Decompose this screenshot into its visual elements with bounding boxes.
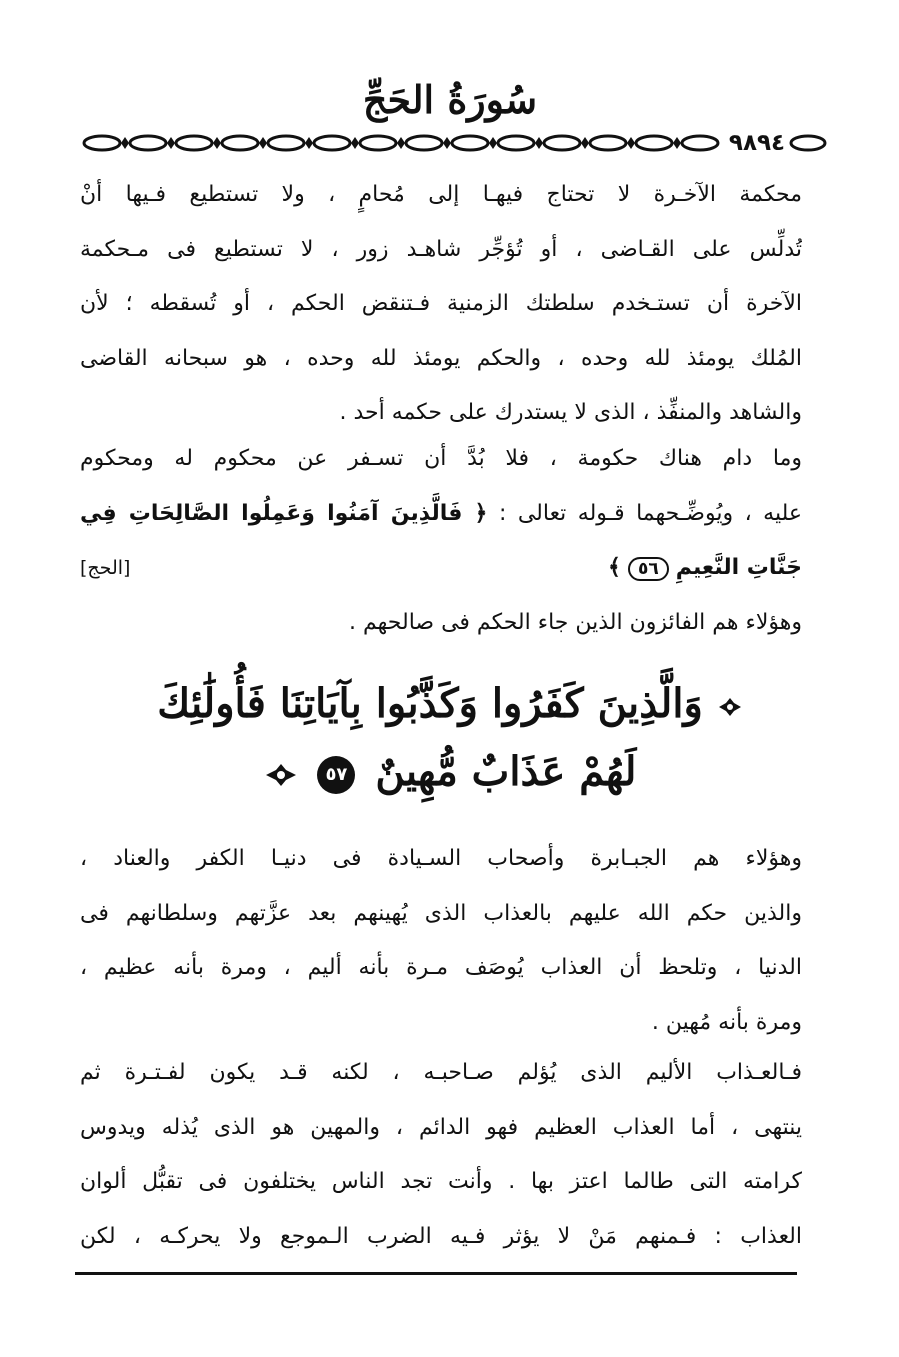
text-line: المُلك يومئذ لله وحده ، والحكم يومئذ لله وحده ، هو سبحانه القاضى bbox=[80, 345, 802, 371]
ornament-flower-icon bbox=[717, 696, 743, 718]
text-segment: عليه ، ويُوضِّـحهما قـوله تعالى : bbox=[498, 500, 802, 526]
verse-number: ٥٦ bbox=[628, 557, 669, 581]
quran-verse-block bbox=[150, 672, 750, 812]
text-line-quote-end bbox=[80, 541, 802, 596]
verse-text-2: لَهُمْ عَذَابٌ مُّهِينٌ bbox=[375, 748, 637, 795]
surah-title: سُورَةُ الحَجِّ bbox=[362, 77, 538, 122]
verse-text-1: وَالَّذِينَ كَفَرُوا وَكَذَّبُوا بِآيَاتِنَا فَأُولَٰئِكَ bbox=[157, 680, 703, 727]
paragraph-3 bbox=[80, 596, 802, 651]
verse-line-1 bbox=[150, 672, 750, 736]
text-line: العذاب : فـمنهم مَنْ لا يؤثر فـيه الضرب الـموجع ولا يحركـه ، لكن bbox=[80, 1223, 802, 1249]
text-line-with-quote bbox=[80, 487, 802, 542]
text-line: والشاهد والمنفِّذ ، الذى لا يستدرك على حكمه أحد . bbox=[339, 400, 802, 425]
ornament-border bbox=[80, 132, 720, 154]
verse-line-2 bbox=[150, 740, 750, 804]
text-line: وهؤلاء هم الفائزون الذين جاء الحكم فى صالحهم . bbox=[349, 610, 802, 635]
surah-reference: [الحج] bbox=[80, 557, 131, 579]
text-line: محكمة الآخـرة لا تحتاج فيهـا إلى مُحامٍ ، ولا تستطيع فـيها أنْ bbox=[80, 182, 802, 207]
text-line: وهؤلاء هم الجبـابرة وأصحاب السـيادة فى دنيـا الكفر والعناد ، bbox=[80, 846, 802, 871]
page-number: ٩٨٩٤ bbox=[728, 130, 786, 156]
text-line: الآخرة أن تستـخدم سلطتك الزمنية فـتنقض الحكم ، أو تُسقطه ؛ لأن bbox=[80, 291, 802, 316]
text-line: ينتهى ، أما العذاب العظيم فهو الدائم ، والمهين هو الذى يُذله ويدوس bbox=[80, 1114, 802, 1140]
footer-divider bbox=[75, 1272, 797, 1275]
quote-close-bracket: ﴾ bbox=[608, 555, 621, 580]
paragraph-5 bbox=[80, 1046, 802, 1264]
quran-quote-end: جَنَّاتِ النَّعِيمِ bbox=[675, 555, 802, 580]
text-line: كرامته التى طالما اعتز بها . وأنت تجد الناس يختلفون فى تقبُّل ألوان bbox=[80, 1169, 802, 1194]
text-line: فـالعـذاب الأليم الذى يُؤلم صـاحبـه ، لكنه قـد يكون لفـتـرة ثم bbox=[80, 1060, 802, 1085]
text-line: تُدلِّس على القـاضى ، أو تُؤجِّر شاهـد زور ، لا تستطيع فى مـحكمة bbox=[80, 236, 802, 262]
text-line: والذين حكم الله عليهم بالعذاب الذى يُهينهم بعد عزَّتهم وسلطانهم فى bbox=[80, 900, 802, 926]
quran-quote: ﴿ فَالَّذِينَ آمَنُوا وَعَمِلُوا الصَّالِحَاتِ فِي bbox=[80, 500, 488, 526]
ornament-flower-icon bbox=[264, 762, 298, 788]
paragraph-2 bbox=[80, 432, 802, 596]
paragraph-4 bbox=[80, 832, 802, 1050]
paragraph-1 bbox=[80, 168, 802, 441]
text-line: وما دام هناك حكومة ، فلا بُدَّ أن تسـفر عن محكوم له ومحكوم bbox=[80, 446, 802, 471]
verse-number-badge: ٥٧ bbox=[317, 756, 355, 794]
text-line: الدنيا ، وتلحظ أن العذاب يُوصَف مـرة بأنه أليم ، ومرة بأنه عظيم ، bbox=[80, 955, 802, 980]
ornament-end-cap bbox=[788, 132, 828, 154]
text-line: ومرة بأنه مُهين . bbox=[651, 1009, 802, 1035]
